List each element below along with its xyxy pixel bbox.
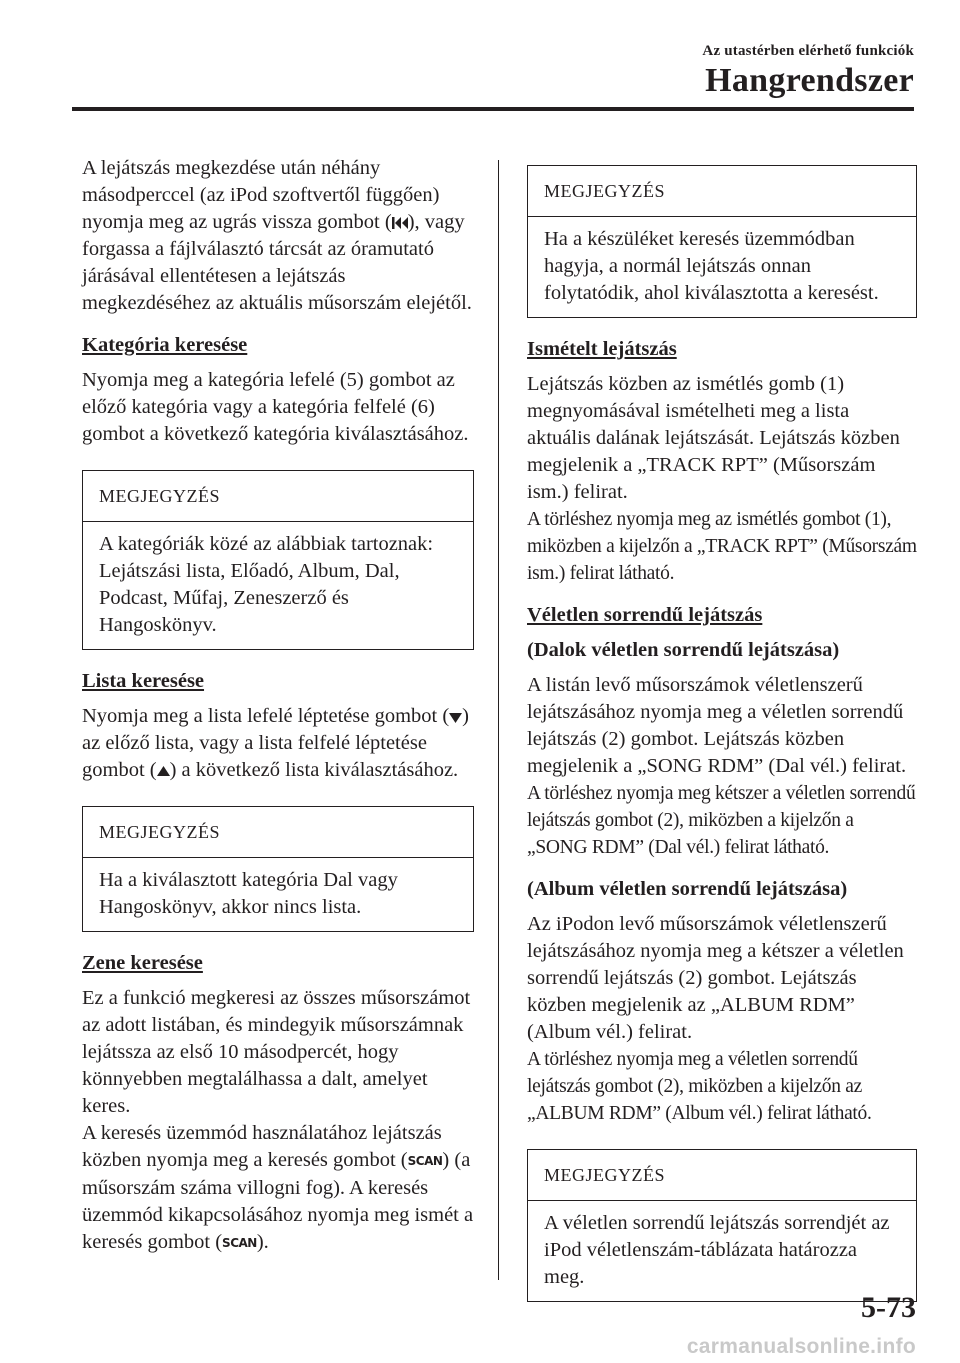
album-random-text-2: A törléshez nyomja meg a véletlen sorrendű lejátszás gombot (2), miközben a kijelzőn az „ALBUM RDM” (Album vél.) felirat látható. bbox=[527, 1049, 872, 1124]
list-text-a: Nyomja meg a lista lefelé léptetése gombot ( bbox=[82, 705, 450, 727]
song-random-text-1: A listán levő műsorszámok véletlenszerű lejátszásához nyomja meg a véletlen sorrendű lejátszás (2) gombot. Lejátszás közben megjelenik a „SONG RDM” (Dal vél.) felirat. bbox=[527, 674, 907, 777]
album-random-heading: (Album véletlen sorrendű lejátszása) bbox=[527, 878, 848, 900]
category-search-heading: Kategória keresése bbox=[82, 334, 248, 356]
note-text: A kategóriák közé az alábbiak tartoznak: Lejátszási lista, Előadó, Album, Dal, Podcast, Műfaj, Zeneszerző és Hangoskönyv. bbox=[99, 533, 434, 636]
music-search-text-2 bbox=[82, 1120, 474, 1257]
category-search-text: Nyomja meg a kategória lefelé (5) gombot az előző kategória vagy a kategória felfelé (6) gombot a következő kategória kiválasztásához. bbox=[82, 369, 469, 445]
note-title: MEGJEGYZÉS bbox=[528, 1150, 916, 1201]
list-search-heading: Lista keresése bbox=[82, 670, 205, 692]
skip-back-icon bbox=[392, 216, 408, 230]
note-box bbox=[527, 1149, 917, 1302]
music-text-a: A keresés üzemmód használatához lejátszás közben nyomja meg a keresés gombot ( bbox=[82, 1122, 442, 1171]
page-title: Hangrendszer bbox=[705, 62, 914, 99]
intro-text-b: ), vagy forgassa a fájlválasztó tárcsát az óramutató járásával ellentétesen a lejátszás megkezdéséhez az aktuális műsorszám elejétől. bbox=[82, 211, 472, 314]
intro-paragraph bbox=[82, 155, 474, 317]
music-search-text-1: Ez a funkció megkeresi az összes műsorszámot az adott listában, és mindegyik műsorszámnak lejátssza az első 10 másodpercét, hogy könnyebben megtalálhassa a dalt, amelyet keres. bbox=[82, 987, 471, 1117]
song-random-heading: (Dalok véletlen sorrendű lejátszása) bbox=[527, 639, 840, 661]
note-box bbox=[527, 165, 917, 318]
page-number: 5-73 bbox=[861, 1291, 916, 1324]
note-box bbox=[82, 470, 474, 650]
intro-text-a: A lejátszás megkezdése után néhány másodperccel (az iPod szoftvertől függően) nyomja meg az ugrás vissza gombot ( bbox=[82, 157, 440, 233]
list-search-text bbox=[82, 703, 474, 784]
column-divider bbox=[498, 160, 499, 1280]
note-box bbox=[82, 806, 474, 932]
scan-button-icon: SCAN bbox=[222, 1236, 257, 1250]
repeat-text-2: A törléshez nyomja meg az ismétlés gombot (1), miközben a kijelzőn a „TRACK RPT” (Műsorszám ism.) felirat látható. bbox=[527, 509, 917, 584]
note-text: A véletlen sorrendű lejátszás sorrendjét az iPod véletlenszám-táblázata határozza meg. bbox=[544, 1212, 890, 1288]
left-column bbox=[82, 155, 474, 1272]
section-title: Az utastérben elérhető funkciók bbox=[702, 43, 914, 59]
song-random-text-2: A törléshez nyomja meg kétszer a véletlen sorrendű lejátszás gombot (2), miközben a kijelzőn a „SONG RDM” (Dal vél.) felirat látható. bbox=[527, 783, 916, 858]
up-arrow-icon bbox=[157, 765, 170, 778]
album-random-text-1: Az iPodon levő műsorszámok véletlenszerű lejátszásához nyomja meg a kétszer a véletlen sorrendű lejátszás (2) gombot. Lejátszás közben megjelenik az „ALBUM RDM” (Album vél.) felirat. bbox=[527, 913, 904, 1043]
music-text-b: ) (a műsorszám száma villogni fog). A keresés üzemmód kikapcsolásához nyomja meg ismét a keresés gombot ( bbox=[82, 1149, 474, 1253]
music-search-heading: Zene keresése bbox=[82, 952, 203, 974]
scan-button-icon: SCAN bbox=[407, 1154, 443, 1168]
down-arrow-icon bbox=[449, 711, 462, 724]
watermark: carmanualsonline.info bbox=[686, 1335, 916, 1358]
note-title: MEGJEGYZÉS bbox=[83, 807, 473, 858]
list-text-b: ) az előző lista, vagy a lista felfelé léptetése gombot ( bbox=[82, 705, 469, 781]
header-rule bbox=[72, 107, 914, 111]
random-heading: Véletlen sorrendű lejátszás bbox=[527, 604, 763, 626]
list-text-c: ) a következő lista kiválasztásához. bbox=[169, 759, 459, 781]
note-title: MEGJEGYZÉS bbox=[528, 166, 916, 217]
note-text: Ha a készüléket keresés üzemmódban hagyja, a normál lejátszás onnan folytatódik, ahol kiválasztotta a keresést. bbox=[544, 228, 879, 304]
repeat-heading: Ismételt lejátszás bbox=[527, 338, 677, 360]
note-text: Ha a kiválasztott kategória Dal vagy Hangoskönyv, akkor nincs lista. bbox=[99, 869, 398, 918]
note-title: MEGJEGYZÉS bbox=[83, 471, 473, 522]
repeat-text-1: Lejátszás közben az ismétlés gomb (1) megnyomásával ismételheti meg a lista aktuális dalának lejátszását. Lejátszás közben megjelenik a „TRACK RPT” (Műsorszám ism.) felirat. bbox=[527, 373, 900, 503]
right-column bbox=[527, 155, 917, 1320]
music-text-c: ). bbox=[256, 1231, 269, 1253]
